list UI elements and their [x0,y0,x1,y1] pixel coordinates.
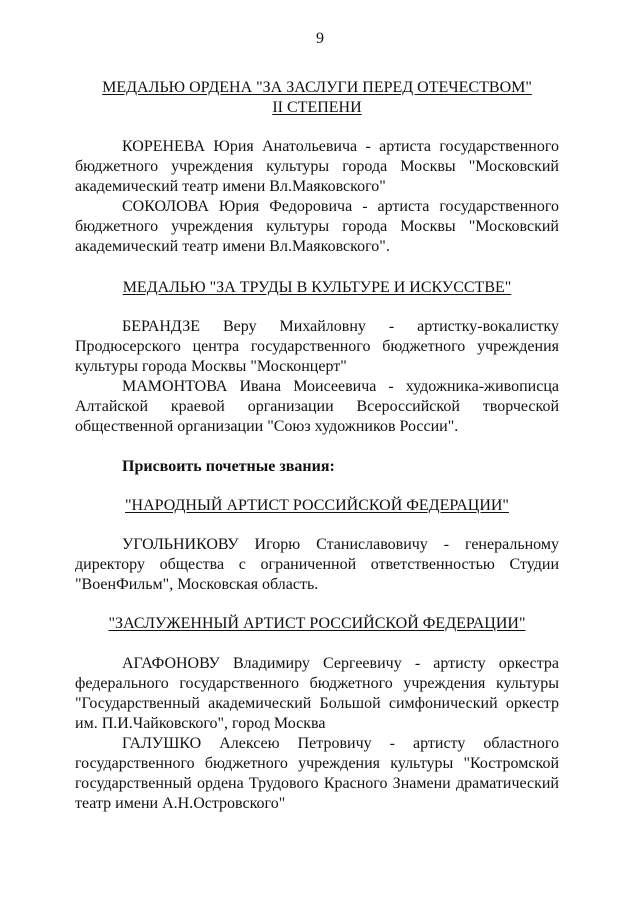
award-entry: КОРЕНЕВА Юрия Анатольевича - артиста государственного бюджетного учреждения культуры города Москвы "Московский академический театр имени Вл.Маяковского" [75,138,559,195]
award-entry-list [75,137,559,257]
section-heading-culture-medal [75,278,559,298]
heading-line: "НАРОДНЫЙ АРТИСТ РОССИЙСКОЙ ФЕДЕРАЦИИ" [125,497,509,514]
award-entry-list [75,654,559,814]
honorary-titles-block [75,457,559,477]
heading-line: II СТЕПЕНИ [272,99,362,116]
award-entry: УГОЛЬНИКОВУ Игорю Станиславовичу - генеральному директору общества с ограниченной ответственностью Студии "ВоенФильм", Московская область. [75,536,559,593]
heading-line: "ЗАСЛУЖЕННЫЙ АРТИСТ РОССИЙСКОЙ ФЕДЕРАЦИИ" [108,615,526,632]
section-heading-peoples-artist [75,496,559,516]
award-entry: БЕРАНДЗЕ Веру Михайловну - артистку-вокалистку Продюсерского центра государственного бюджетного учреждения культуры города Москвы "Москонцерт" [75,318,559,375]
award-entry: СОКОЛОВА Юрия Федоровича - артиста государственного бюджетного учреждения культуры города Москвы "Московский академический театр имени Вл.Маяковского". [75,198,559,255]
heading-line: МЕДАЛЬЮ ОРДЕНА "ЗА ЗАСЛУГИ ПЕРЕД ОТЕЧЕСТВОМ" [102,79,532,96]
section-heading-honored-artist [75,614,559,634]
award-entry-list [75,317,559,437]
section-heading-order-merit [75,78,559,118]
page-number: 9 [316,30,324,47]
award-entry-list [75,535,559,595]
award-entry: МАМОНТОВА Ивана Моисеевича - художника-живописца Алтайской краевой организации Всероссийской творческой общественной организации "Союз художников России". [75,378,559,435]
heading-line: МЕДАЛЬЮ "ЗА ТРУДЫ В КУЛЬТУРЕ И ИСКУССТВЕ" [122,279,512,296]
award-entry: ГАЛУШКО Алексею Петровичу - артисту областного государственного бюджетного учреждения культуры "Костромской государственный ордена Трудового Красного Знамени драматический театр имени А.Н.Островского" [75,735,559,812]
award-entry: АГАФОНОВУ Владимиру Сергеевичу - артисту оркестра федерального государственного бюджетного учреждения культуры "Государственный академический Большой симфонический оркестр им. П.И.Чайковского", город Москва [75,655,559,732]
honorary-titles-title: Присвоить почетные звания: [122,458,335,475]
